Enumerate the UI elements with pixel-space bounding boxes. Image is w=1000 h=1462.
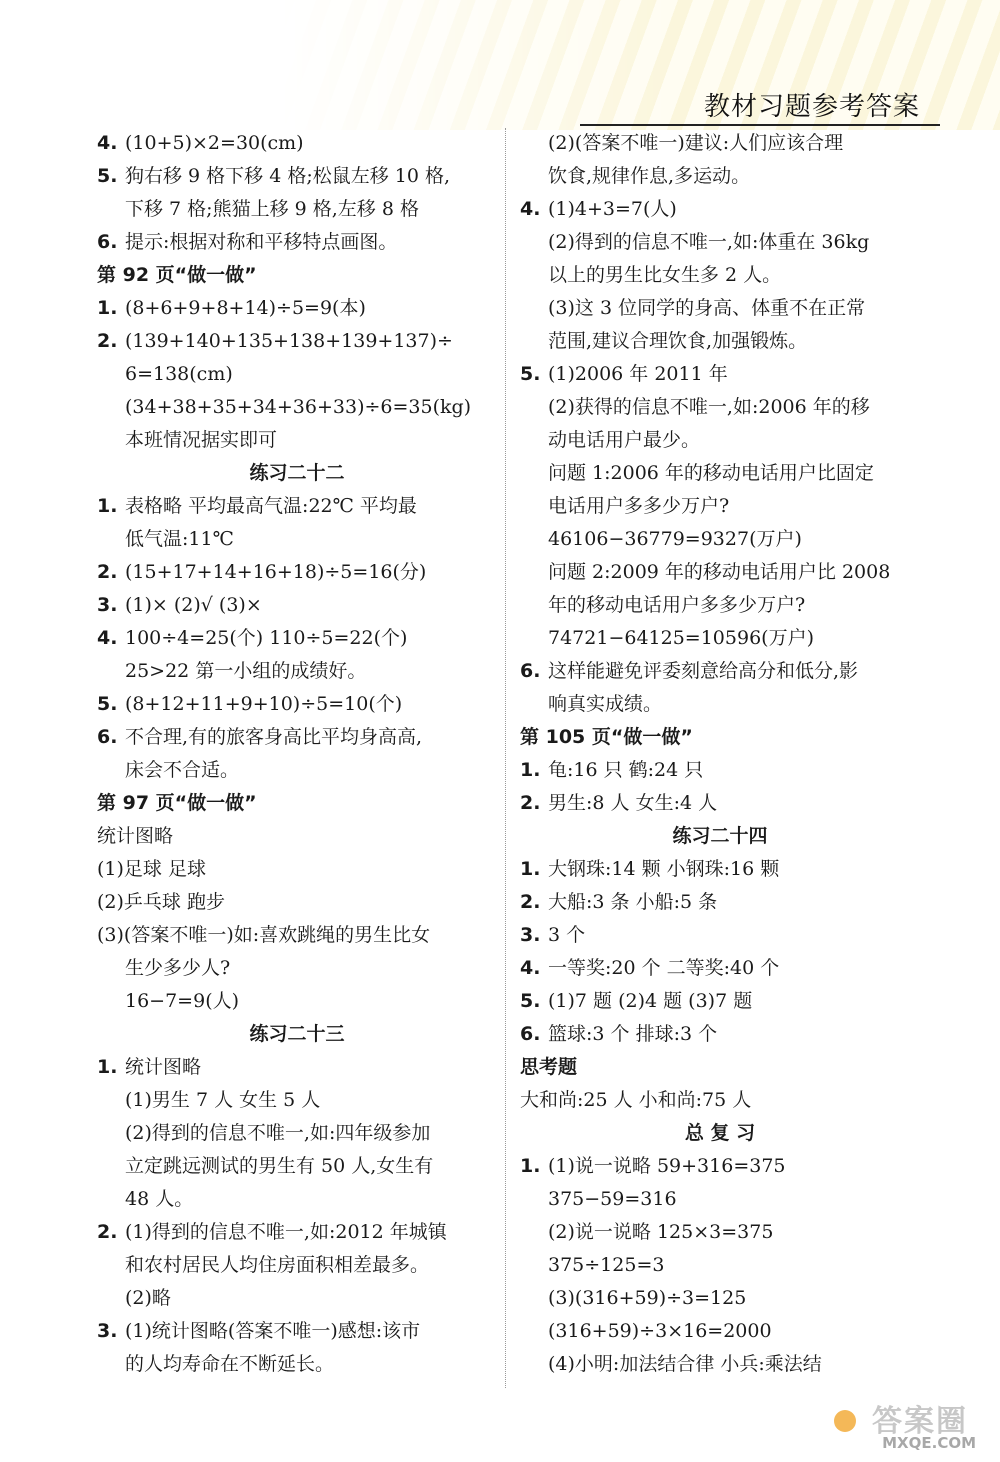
answer-text: 统计图略 (97, 825, 174, 847)
answer-text: 不合理,有的旅客身高比平均身高高, (125, 726, 423, 748)
answer-line (97, 820, 497, 853)
answer-line (520, 688, 920, 721)
watermark-logo-icon (834, 1410, 856, 1432)
answer-text: 问题 1:2006 年的移动电话用户比固定 (548, 462, 874, 484)
question-number: 5. (97, 693, 118, 715)
answer-line (520, 952, 920, 985)
answer-line (97, 1249, 497, 1282)
answer-text: (1)足球 足球 (97, 858, 206, 880)
question-number: 5. (97, 165, 118, 187)
answer-text: 一等奖:20 个 二等奖:40 个 (548, 957, 780, 979)
answer-line (520, 523, 920, 556)
question-number: 2. (97, 330, 118, 352)
question-number: 6. (520, 660, 541, 682)
answer-text: 立定跳远测试的男生有 50 人,女生有 (125, 1155, 434, 1177)
answer-text: (316+59)÷3×16=2000 (548, 1320, 772, 1342)
answer-text: (4)小明:加法结合律 小兵:乘法结 (548, 1353, 822, 1375)
answer-text: (1)7 题 (2)4 题 (3)7 题 (548, 990, 753, 1012)
question-number: 2. (520, 792, 541, 814)
answer-line (520, 985, 920, 1018)
answer-text: 年的移动电话用户多多少万户? (548, 594, 806, 616)
answer-text: 狗右移 9 格下移 4 格;松鼠左移 10 格, (125, 165, 451, 187)
question-number: 6. (520, 1023, 541, 1045)
question-number: 5. (520, 990, 541, 1012)
answer-text: 25>22 第一小组的成绩好。 (125, 660, 367, 682)
answer-text: (3)这 3 位同学的身高、体重不在正常 (548, 297, 866, 319)
answer-line (97, 655, 497, 688)
answer-line (520, 1348, 920, 1381)
answer-text: (1)统计图略(答案不唯一)感想:该市 (125, 1320, 421, 1342)
answer-text: (2)略 (125, 1287, 171, 1309)
answer-line (520, 127, 920, 160)
answer-text: 16−7=9(人) (125, 990, 240, 1012)
answer-line (97, 523, 497, 556)
answer-line (520, 853, 920, 886)
answer-line (520, 160, 920, 193)
answer-line (97, 556, 497, 589)
question-number: 2. (97, 561, 118, 583)
exercise-heading: 练习二十三 (249, 1023, 345, 1045)
answer-line (97, 391, 497, 424)
answer-line (97, 1315, 497, 1348)
answer-line (520, 919, 920, 952)
question-number: 4. (97, 627, 118, 649)
answer-text: (1)说一说略 59+316=375 (548, 1155, 786, 1177)
answer-line (97, 1183, 497, 1216)
answer-text: 的人均寿命在不断延长。 (125, 1353, 335, 1375)
answer-text: 响真实成绩。 (548, 693, 663, 715)
answer-text: 龟:16 只 鹤:24 只 (548, 759, 704, 781)
question-number: 4. (97, 132, 118, 154)
answer-line (520, 1249, 920, 1282)
answer-line (520, 391, 920, 424)
question-number: 6. (97, 726, 118, 748)
watermark-url: MXQE.COM (882, 1434, 976, 1452)
answer-line (520, 1150, 920, 1183)
answer-line (97, 325, 497, 358)
answer-line (97, 688, 497, 721)
question-number: 1. (520, 858, 541, 880)
answer-line (97, 721, 497, 754)
answer-line (97, 1117, 497, 1150)
answer-text: (8+6+9+8+14)÷5=9(本) (125, 297, 366, 319)
answer-text: 床会不合适。 (125, 759, 240, 781)
left-answer-column (97, 127, 497, 1381)
answer-line (520, 1183, 920, 1216)
question-number: 1. (97, 297, 118, 319)
answer-text: (1)男生 7 人 女生 5 人 (125, 1089, 321, 1111)
answer-text: 100÷4=25(个) 110÷5=22(个) (125, 627, 408, 649)
answer-line (97, 226, 497, 259)
question-number: 1. (520, 759, 541, 781)
answer-line (97, 358, 497, 391)
answer-line (520, 655, 920, 688)
answer-line (520, 193, 920, 226)
answer-line (520, 589, 920, 622)
answer-text: (2)得到的信息不唯一,如:四年级参加 (125, 1122, 431, 1144)
answer-text: 375−59=316 (548, 1188, 677, 1210)
answer-text: (2)获得的信息不唯一,如:2006 年的移 (548, 396, 870, 418)
section-heading: 第 97 页“做一做” (97, 792, 257, 814)
answer-line (520, 886, 920, 919)
answer-text: 以上的男生比女生多 2 人。 (548, 264, 782, 286)
answer-line (520, 490, 920, 523)
answer-text: 大和尚:25 人 小和尚:75 人 (520, 1089, 752, 1111)
answer-line (97, 490, 497, 523)
answer-text: 电话用户多多少万户? (548, 495, 730, 517)
answer-line (520, 325, 920, 358)
answer-line (520, 1084, 920, 1117)
question-number: 2. (97, 1221, 118, 1243)
right-answer-column (520, 127, 920, 1381)
answer-line (97, 1150, 497, 1183)
question-number: 1. (520, 1155, 541, 1177)
answer-line (97, 1282, 497, 1315)
question-number: 4. (520, 198, 541, 220)
answer-text: (139+140+135+138+139+137)÷ (125, 330, 453, 352)
answer-text: 范围,建议合理饮食,加强锻炼。 (548, 330, 808, 352)
answer-text: 饮食,规律作息,多运动。 (548, 165, 751, 187)
answer-line (97, 1216, 497, 1249)
answer-text: 提示:根据对称和平移特点画图。 (125, 231, 398, 253)
answer-line (97, 853, 497, 886)
answer-line (97, 1051, 497, 1084)
answer-line (520, 226, 920, 259)
answer-text: 生少多少人? (125, 957, 231, 979)
answer-line (520, 1216, 920, 1249)
answer-line (97, 622, 497, 655)
header-rule (580, 124, 940, 126)
section-heading: 第 92 页“做一做” (97, 264, 257, 286)
answer-text: 74721−64125=10596(万户) (548, 627, 814, 649)
answer-text: 表格略 平均最高气温:22℃ 平均最 (125, 495, 417, 517)
question-number: 4. (520, 957, 541, 979)
answer-text: 低气温:11℃ (125, 528, 234, 550)
answer-line (97, 952, 497, 985)
answer-line (97, 292, 497, 325)
answer-line (520, 1282, 920, 1315)
page-header-title: 教材习题参考答案 (703, 92, 920, 122)
answer-text: 6=138(cm) (125, 363, 233, 385)
answer-text: 问题 2:2009 年的移动电话用户比 2008 (548, 561, 891, 583)
watermark (828, 1396, 978, 1454)
answer-text: 统计图略 (125, 1056, 202, 1078)
answer-line (97, 886, 497, 919)
answer-line (520, 1018, 920, 1051)
answer-text: (1)得到的信息不唯一,如:2012 年城镇 (125, 1221, 447, 1243)
question-number: 1. (97, 495, 118, 517)
question-number: 3. (520, 924, 541, 946)
exercise-heading: 总 复 习 (684, 1122, 756, 1144)
answer-line (97, 919, 497, 952)
answer-line (520, 622, 920, 655)
answer-text: 下移 7 格;熊猫上移 9 格,左移 8 格 (125, 198, 419, 220)
question-number: 3. (97, 1320, 118, 1342)
answer-line (520, 754, 920, 787)
exercise-heading: 练习二十四 (672, 825, 768, 847)
answer-line (97, 160, 497, 193)
answer-line (520, 292, 920, 325)
answer-text: (2)(答案不唯一)建议:人们应该合理 (548, 132, 844, 154)
question-number: 3. (97, 594, 118, 616)
section-heading: 思考题 (520, 1056, 578, 1078)
answer-text: 大钢珠:14 颗 小钢珠:16 颗 (548, 858, 780, 880)
answer-text: (34+38+35+34+36+33)÷6=35(kg) (125, 396, 472, 418)
answer-text: 男生:8 人 女生:4 人 (548, 792, 718, 814)
answer-text: (2)说一说略 125×3=375 (548, 1221, 774, 1243)
answer-text: (15+17+14+16+18)÷5=16(分) (125, 561, 427, 583)
answer-line (97, 1084, 497, 1117)
answer-text: (10+5)×2=30(cm) (125, 132, 304, 154)
answer-text: 篮球:3 个 排球:3 个 (548, 1023, 718, 1045)
answer-line (97, 127, 497, 160)
answer-line (520, 787, 920, 820)
answer-text: 46106−36779=9327(万户) (548, 528, 802, 550)
question-number: 5. (520, 363, 541, 385)
answer-line (97, 424, 497, 457)
answer-text: 大船:3 条 小船:5 条 (548, 891, 718, 913)
answer-line (520, 259, 920, 292)
watermark-logo-text: 答案圈 (872, 1404, 968, 1439)
answer-line (520, 457, 920, 490)
answer-text: (3)(316+59)÷3=125 (548, 1287, 747, 1309)
question-number: 6. (97, 231, 118, 253)
answer-line (97, 754, 497, 787)
answer-text: (2)得到的信息不唯一,如:体重在 36kg (548, 231, 870, 253)
section-heading: 第 105 页“做一做” (520, 726, 693, 748)
answer-text: 动电话用户最少。 (548, 429, 701, 451)
answer-text: 375÷125=3 (548, 1254, 665, 1276)
question-number: 2. (520, 891, 541, 913)
answer-text: (3)(答案不唯一)如:喜欢跳绳的男生比女 (97, 924, 431, 946)
column-divider (505, 128, 507, 1388)
answer-text: (1)2006 年 2011 年 (548, 363, 728, 385)
answer-text: 本班情况据实即可 (125, 429, 278, 451)
answer-text: (1)4+3=7(人) (548, 198, 677, 220)
question-number: 1. (97, 1056, 118, 1078)
answer-line (97, 193, 497, 226)
answer-line (520, 358, 920, 391)
answer-text: 3 个 (548, 924, 586, 946)
answer-line (520, 556, 920, 589)
answer-line (97, 589, 497, 622)
answer-text: 48 人。 (125, 1188, 194, 1210)
answer-line (520, 1315, 920, 1348)
answer-line (520, 424, 920, 457)
exercise-heading: 练习二十二 (249, 462, 345, 484)
answer-text: (2)乒乓球 跑步 (97, 891, 225, 913)
answer-line (97, 985, 497, 1018)
answer-text: 和农村居民人均住房面积相差最多。 (125, 1254, 430, 1276)
answer-text: (1)× (2)√ (3)× (125, 594, 262, 616)
answer-text: (8+12+11+9+10)÷5=10(个) (125, 693, 403, 715)
answer-line (97, 1348, 497, 1381)
answer-text: 这样能避免评委刻意给高分和低分,影 (548, 660, 859, 682)
